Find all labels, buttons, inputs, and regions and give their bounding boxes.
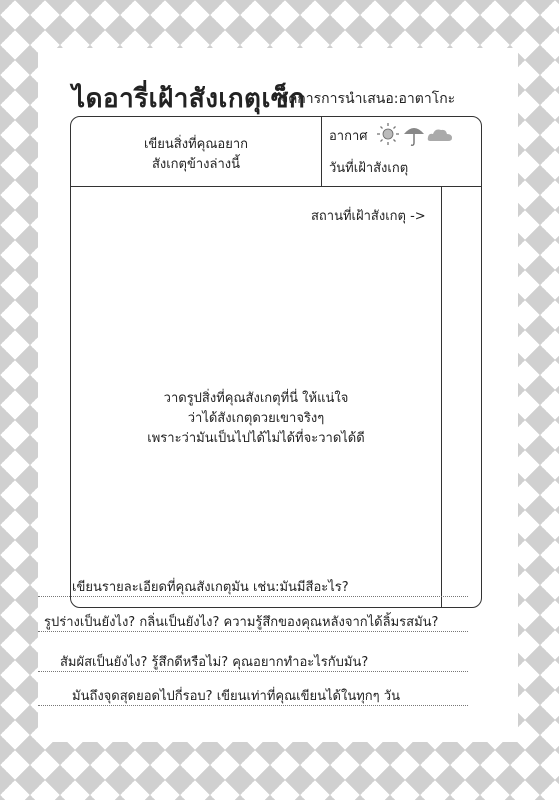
answer-line-3[interactable]	[38, 671, 468, 672]
observe-prompt-line1: เขียนสิ่งที่คุณอยาก	[143, 137, 249, 152]
question-1: เขียนรายละเอียดที่คุณสังเกตุมัน เช่น:มันมีสีอะไร?	[72, 580, 349, 595]
answer-line-4[interactable]	[38, 705, 468, 706]
question-3: สัมผัสเป็นยังไง? รู้สึกดีหรือไม่? คุณอยากทำอะไรกับมัน?	[60, 655, 369, 670]
observe-prompt	[111, 135, 281, 175]
date-label: วันที่เฝ้าสังเกตุ	[329, 161, 409, 176]
drawing-area-hint	[71, 389, 441, 449]
draw-hint-line3: เพราะว่ามันเป็นไปได้ไม่ได้ที่จะวาดได้ดี	[147, 431, 365, 446]
weather-icons	[377, 121, 455, 147]
box-header	[71, 117, 481, 187]
right-column-divider	[441, 187, 442, 607]
umbrella-icon	[404, 128, 424, 145]
observation-box	[70, 116, 482, 608]
observe-prompt-line2: สังเกตุข้างล่างนี้	[151, 157, 241, 172]
header-divider	[321, 117, 322, 187]
answer-line-2[interactable]	[38, 631, 468, 632]
draw-hint-line2: ว่าได้สังเกตุดวยเขาจริงๆ	[187, 411, 325, 426]
diary-sheet	[38, 48, 518, 742]
page-subtitle: จัดการการนำเสนอ:อาตาโกะ	[280, 91, 456, 107]
page-title: ไดอารี่เฝ้าสังเกตุเซ็ก	[72, 84, 306, 114]
cloud-icon	[428, 130, 452, 142]
place-label: สถานที่เฝ้าสังเกตุ ->	[311, 209, 426, 224]
draw-hint-line1: วาดรูปสิ่งที่คุณสังเกตุที่นี่ ให้แน่ใจ	[163, 391, 349, 406]
question-2: รูปร่างเป็นยังไง? กลิ่นเป็นยังไง? ความรู้สึกของคุณหลังจากได้ลิ้มรสมัน?	[44, 615, 439, 630]
sun-icon	[377, 123, 399, 145]
weather-label: อากาศ	[329, 129, 368, 144]
answer-line-1[interactable]	[38, 596, 468, 597]
question-4: มันถึงจุดสุดยอดไปกี่รอบ? เขียนเท่าที่คุณเขียนได้ในทุกๆ วัน	[72, 689, 400, 704]
